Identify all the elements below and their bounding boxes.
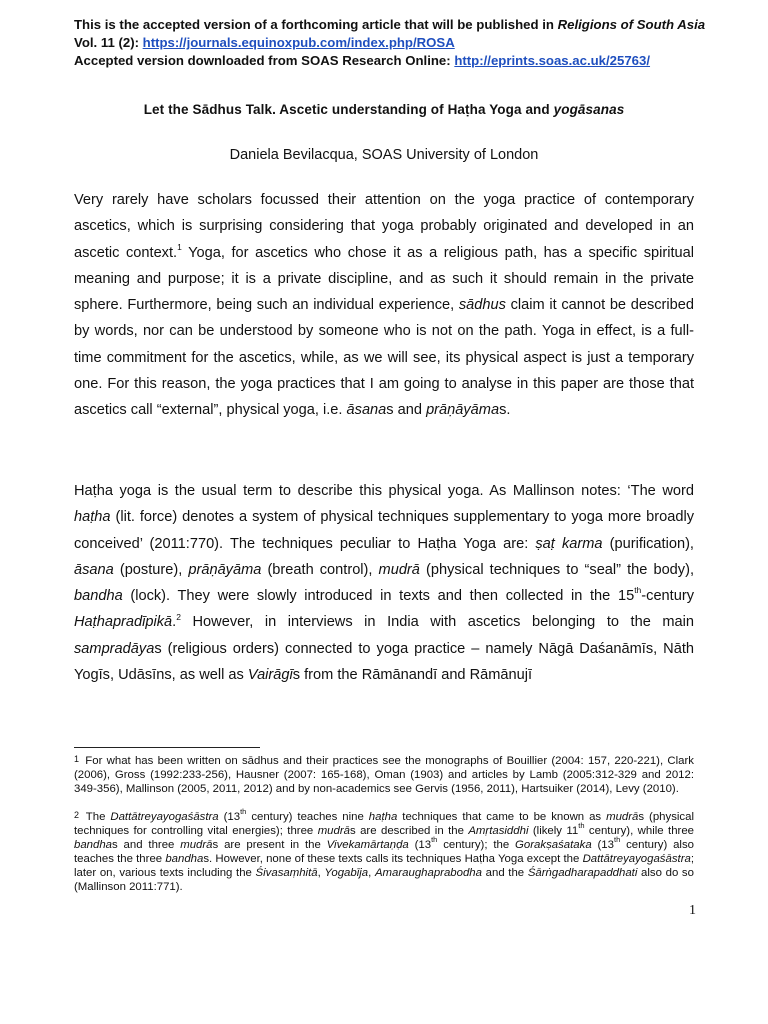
notice-line-2: Accepted version downloaded from SOAS Research Online: http://eprints.soas.ac.uk/25763/ <box>74 53 651 68</box>
journal-name: Religions of South Asia <box>557 17 706 32</box>
journal-link[interactable]: https://journals.equinoxpub.com/index.php/ROSA <box>142 35 455 50</box>
article-title: Let the Sādhus Talk. Ascetic understanding of Haṭha Yoga and yogāsanas <box>143 102 625 117</box>
footnote-separator <box>74 747 260 748</box>
page-number: 1 <box>689 903 696 918</box>
footnote-ref-2[interactable]: 2 <box>176 611 181 622</box>
author-line: Daniela Bevilacqua, SOAS University of London <box>229 147 539 163</box>
footnote-ref-1[interactable]: 1 <box>177 241 182 252</box>
footnote-mark-2: 2 <box>74 810 80 820</box>
footnote-1: $^1$ For what has been written on sādhus and their practices see the monographs of Bouillier (2004: 157, 220-221), Clark (2006), Gross (1992:233-256), Hausner (2007: 165-168), Oman (1903) and articles by Lamb (2005:312-329 and 2012: 349-356), Mallinson (2005, 2011, 2012) and by non-academics see Gervis (1956, 2011), Hartsuiker (2014), Levy (2010). <box>74 754 694 795</box>
footnote-2: $^2$ The Dattātreyayogaśāstra (13th century) teaches nine haṭha techniques that came to be known as mudrās (physical techniques for controlling vital energies); three mudrās are described in the Amṛtasiddhi (likely 11th century), while three bandhas and three mudrās are present in the Vivekamārtaṇḍa (13th century); the Gorakṣaśataka (13th century) also teaches the three bandhas. However, none of these texts calls its techniques Haṭha Yoga except the Dattātreyayogaśāstra; later on, various texts including the Śivasaṃhitā, Yogabīja, Amaraughaprabodha and the Śārṅgadharapaddhati also do so (Mallinson 2011:771). <box>74 807 695 893</box>
footnote-mark-1: 1 <box>74 754 80 764</box>
paragraph-2: Haṭha yoga is the usual term to describe this physical yoga. As Mallinson notes: ‘The word haṭha (lit. force) denotes a system of physical techniques supplementary to yoga more broadly conceived’ (2011:770). The techniques peculiar to Haṭha Yoga are: ṣaṭ karma (purification), āsana (posture), prāṇāyāma (breath control), mudrā (physical techniques to “seal” the body), bandha (lock). They were slowly introduced in texts and then collected in the 15th-century Haṭhapradīpikā.$^2$ However, in interviews in India with ascetics belonging to the main sampradāyas (religious orders) connected to yoga practice – namely Nāgā Daśanāmīs, Nāth Yogīs, Udāsīns, as well as Vairāgīs from the Rāmānandī and Rāmānujī <box>74 483 695 684</box>
notice-line-1: This is the accepted version of a forthcoming article that will be published in Religions of South Asia Vol. 11 (2): https://journals.equinoxpub.com/index.php/ROSA <box>74 17 706 50</box>
paragraph-1: Very rarely have scholars focussed their attention on the yoga practice of contemporary ascetics, which is surprising considering that yoga probably originated and developed in an ascetic context.$^1$ Yoga, for ascetics who chose it as a religious path, has a specific spiritual meaning and purpose; it is a private discipline, and as such it should remain in the private sphere. Furthermore, being such an individual experience, sādhus claim it cannot be described by words, nor can be understood by someone who is not on the path. Yoga in effect, is a full-time commitment for the ascetics, while, as we will see, its physical aspect is just a temporary one. For this reason, the yoga practices that I am going to analyse in this paper are those that ascetics call “external”, physical yoga, i.e. āsanas and prāṇāyāmas. <box>74 192 695 419</box>
repository-link[interactable]: http://eprints.soas.ac.uk/25763/ <box>454 53 651 68</box>
publication-notice <box>74 16 714 70</box>
